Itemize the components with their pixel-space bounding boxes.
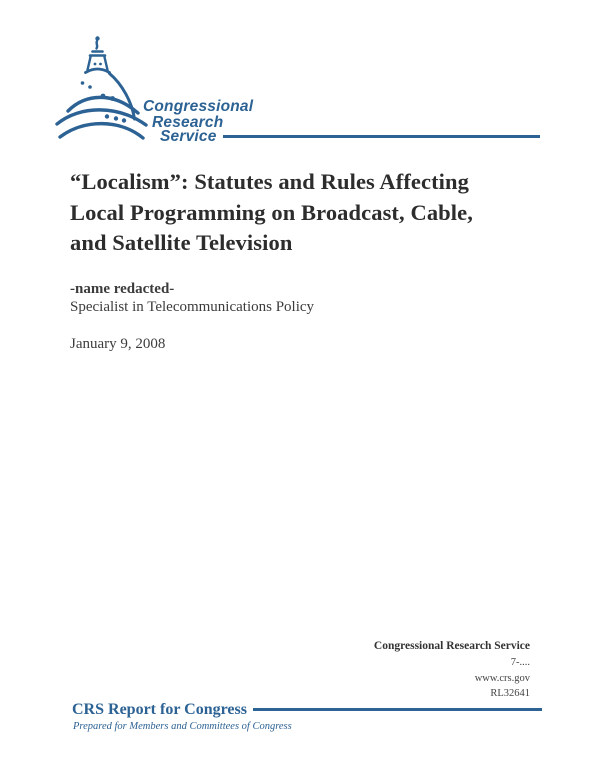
crs-banner-subtitle: Prepared for Members and Committees of Congress bbox=[73, 721, 292, 732]
footer-org-name: Congressional Research Service bbox=[373, 640, 530, 652]
report-title-line1: “Localism”: Statutes and Rules Affecting bbox=[70, 169, 469, 194]
logo-word-service: Service bbox=[160, 128, 217, 145]
capitol-dome-icon bbox=[54, 34, 166, 149]
author-name: -name redacted- bbox=[70, 281, 175, 297]
report-title bbox=[70, 167, 540, 259]
logo-service-row bbox=[160, 129, 540, 145]
footer-report-number: RL32641 bbox=[490, 688, 530, 699]
logo-word-research: Research bbox=[152, 113, 224, 131]
report-date: January 9, 2008 bbox=[70, 336, 166, 352]
footer-website: www.crs.gov bbox=[474, 672, 530, 684]
header-rule bbox=[223, 135, 540, 138]
crs-banner bbox=[72, 700, 542, 719]
footer-info-block bbox=[290, 638, 530, 702]
footer-phone: 7-.... bbox=[510, 657, 530, 668]
report-title-line2: Local Programming on Broadcast, Cable, bbox=[70, 199, 473, 225]
crs-banner-title: CRS Report for Congress bbox=[72, 701, 247, 718]
crs-logo-wordmark bbox=[143, 99, 253, 130]
report-title-line3: and Satellite Television bbox=[70, 230, 293, 255]
author-role: Specialist in Telecommunications Policy bbox=[70, 299, 315, 315]
logo-word-congressional: Congressional bbox=[143, 98, 254, 115]
banner-rule bbox=[253, 708, 542, 711]
